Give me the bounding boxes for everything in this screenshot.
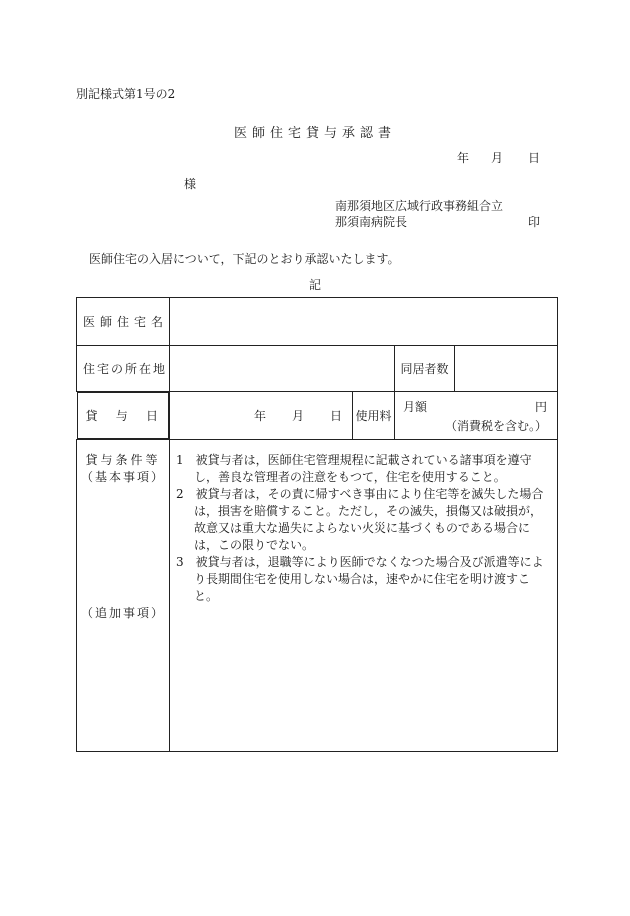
term-item-3: 3 被貸与者は，退職等により医師でなくなつた場合及び派遣等により長期間住宅を使用しない場合は，速やかに住宅を明け渡すこと。 (176, 555, 544, 603)
form-number: 別記様式第1号の2 (76, 87, 176, 101)
house-name-label: 医師住宅名 (77, 298, 170, 346)
usage-fee-label: 使用料 (353, 392, 395, 440)
issuer-name: 那須南病院長 (335, 215, 408, 229)
document-title: 医師住宅貸与承認書 (233, 126, 396, 141)
loan-date-label-char-3: 日 (145, 409, 158, 423)
term-item-2: 2 被貸与者は，その責に帰すべき事由により住宅等を滅失した場合は，損害を賠償すること。ただし，その滅失，損傷又は破損が，故意又は重大な過失によらない火災に基づくものである場合には，この限りでない。 (176, 487, 544, 552)
yen-label: 円 (535, 400, 548, 414)
date-month-label: 月 (491, 151, 504, 165)
loan-date-row (77, 392, 558, 440)
approval-form-table (76, 297, 558, 752)
date-day-label: 日 (528, 151, 541, 165)
term-item-1: 1 被貸与者は，医師住宅管理規程に記載されている諸事項を遵守し，善良な管理者の注意をもつて，住宅を使用すること。 (176, 453, 532, 484)
additional-items-label: （追加事項） (80, 606, 165, 620)
basic-items-label: （基本事項） (80, 470, 165, 484)
house-name-row (77, 298, 558, 346)
seal-mark: 印 (528, 215, 541, 229)
terms-body (170, 440, 558, 752)
terms-label: 貸与条件等 (85, 453, 161, 467)
house-name-field[interactable] (170, 298, 558, 346)
loan-date-label (77, 392, 170, 439)
location-field[interactable] (170, 346, 395, 392)
location-label: 住宅の所在地 (77, 346, 170, 392)
loan-date-year-label: 年 (253, 409, 266, 423)
loan-date-label-char-1: 貸 (85, 409, 98, 423)
loan-date-label-char-2: 与 (115, 409, 128, 423)
issuer-organization: 南那須地区広域行政事務組合立 (335, 199, 504, 213)
loan-date-field[interactable] (170, 392, 353, 440)
loan-date-day-label: 日 (329, 409, 342, 423)
cohabitants-field[interactable] (455, 346, 558, 392)
usage-fee-field[interactable] (395, 392, 558, 440)
terms-label-cell (77, 440, 170, 752)
body-text: 医師住宅の入居について，下記のとおり承認いたします。 (89, 252, 400, 266)
terms-row (77, 440, 558, 752)
note-mark: 記 (308, 278, 321, 292)
cohabitants-label: 同居者数 (395, 346, 455, 392)
date-year-label: 年 (457, 151, 470, 165)
tax-included-note: （消費税を含む。） (445, 419, 548, 433)
addressee-suffix: 様 (184, 177, 197, 191)
loan-date-month-label: 月 (291, 409, 304, 423)
monthly-label: 月額 (403, 400, 428, 414)
location-row (77, 346, 558, 392)
